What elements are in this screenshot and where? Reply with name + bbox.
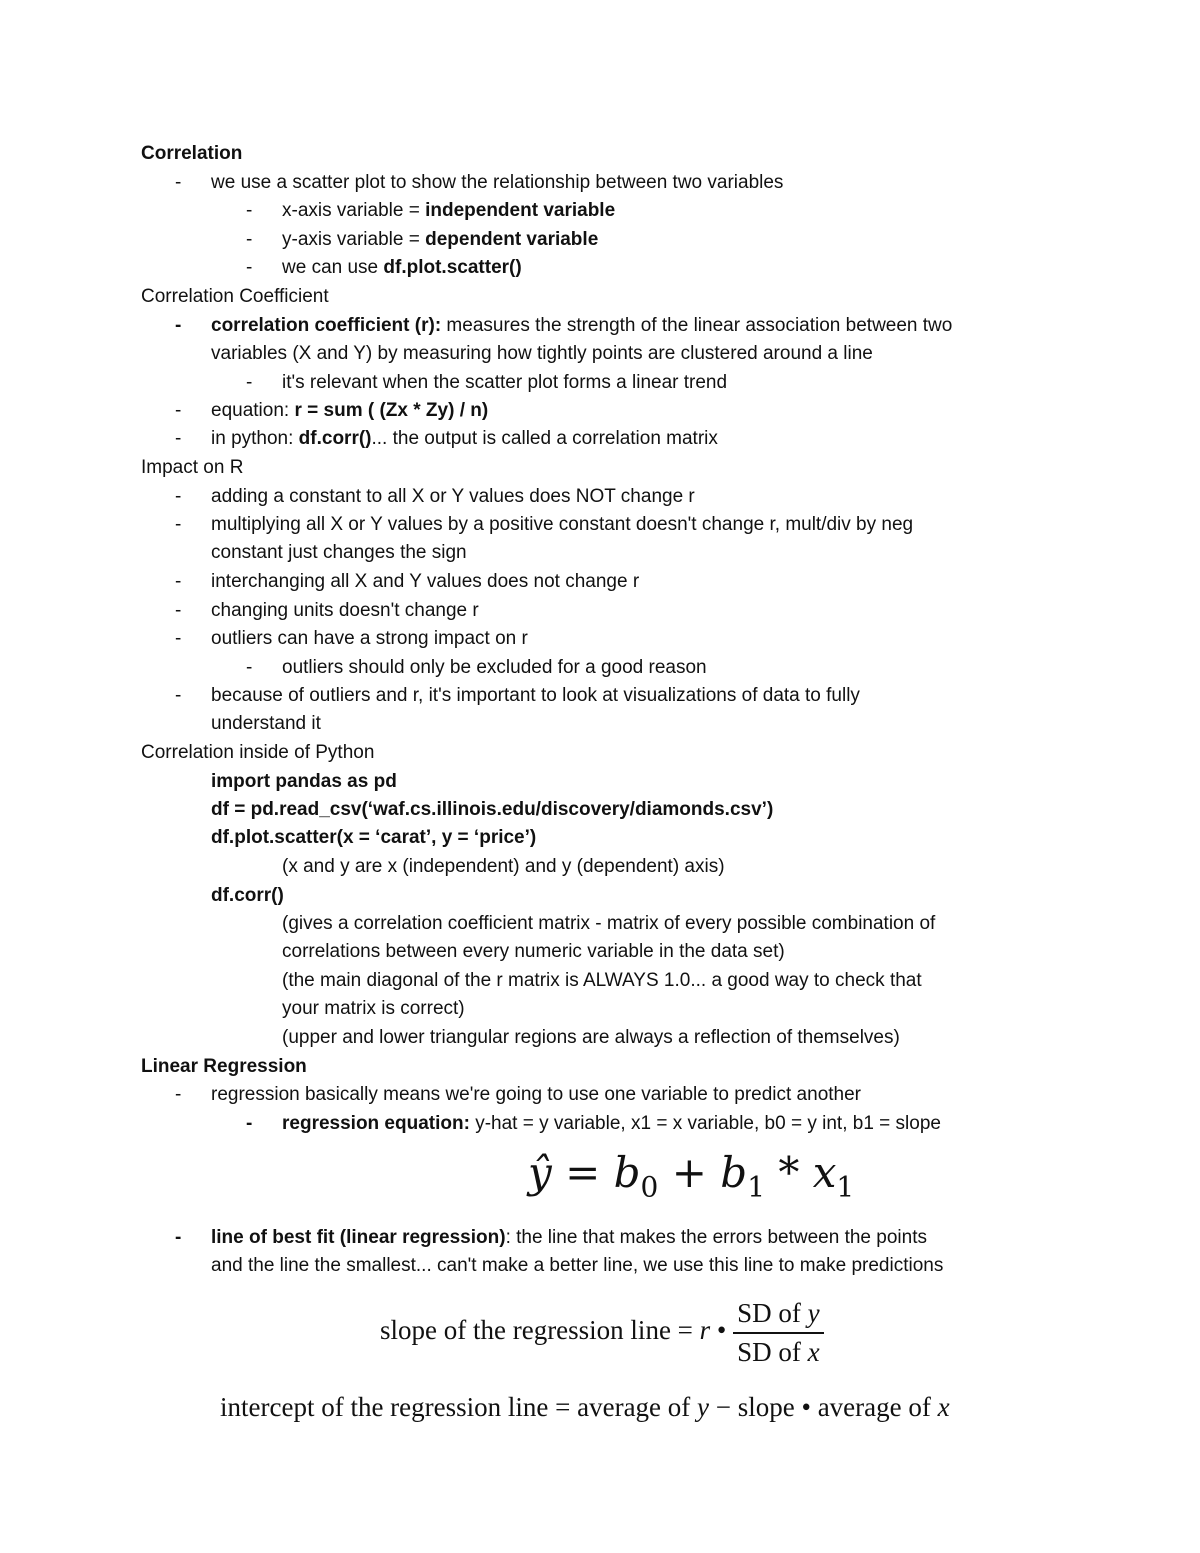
bullet-text-cont: and the line the smallest... can't make a better line, we use this line to make predictions xyxy=(211,1255,944,1276)
bullet-text: changing units doesn't change r xyxy=(211,600,479,621)
bullet-text: correlation coefficient (r): measures the strength of the linear association between two xyxy=(211,315,953,336)
code-note: (gives a correlation coefficient matrix - matrix of every possible combination of xyxy=(282,913,936,934)
bullet-dash: - xyxy=(175,571,182,592)
code-note: (x and y are x (independent) and y (dependent) axis) xyxy=(282,856,725,877)
bullet-dash: - xyxy=(175,486,182,507)
bullet-text: line of best fit (linear regression): the line that makes the errors between the points xyxy=(211,1227,927,1248)
heading-correlation: Correlation xyxy=(141,143,243,164)
bullet-dash: - xyxy=(246,1113,253,1134)
bullet-text: x-axis variable = independent variable xyxy=(282,200,616,221)
code-note: your matrix is correct) xyxy=(282,998,465,1019)
code-note: (upper and lower triangular regions are always a reflection of themselves) xyxy=(282,1027,900,1048)
bullet-text: multiplying all X or Y values by a positive constant doesn't change r, mult/div by neg xyxy=(211,514,914,535)
bullet-dash: - xyxy=(246,372,253,393)
regression-equation-formula: ŷ = $b_0 + b_1 * x_1$ xyxy=(528,1148,855,1204)
bullet-text: outliers should only be excluded for a good reason xyxy=(282,657,707,678)
bullet-text: regression equation: y-hat = y variable, x1 = x variable, b0 = y int, b1 = slope xyxy=(282,1113,941,1134)
bullet-text: equation: r = sum ( (Zx * Zy) / n) xyxy=(211,400,489,421)
heading-linear-regression: Linear Regression xyxy=(141,1056,307,1077)
bullet-dash: - xyxy=(175,1084,182,1105)
bullet-text-cont: constant just changes the sign xyxy=(211,542,467,563)
heading-correlation-coefficient: Correlation Coefficient xyxy=(141,286,329,307)
bullet-dash: - xyxy=(175,514,182,535)
bullet-text: regression basically means we're going to use one variable to predict another xyxy=(211,1084,861,1105)
bullet-text: interchanging all X and Y values does not change r xyxy=(211,571,640,592)
heading-python: Correlation inside of Python xyxy=(141,742,375,763)
bullet-text: it's relevant when the scatter plot forms a linear trend xyxy=(282,372,728,393)
bullet-text: adding a constant to all X or Y values does NOT change r xyxy=(211,486,695,507)
code-note: (the main diagonal of the r matrix is ALWAYS 1.0... a good way to check that xyxy=(282,970,922,991)
bullet-dash: - xyxy=(246,657,253,678)
intercept-formula: intercept of the regression line = average of y − slope • average of x xyxy=(220,1392,950,1422)
bullet-dash: - xyxy=(246,229,253,250)
bullet-text: we use a scatter plot to show the relationship between two variables xyxy=(211,172,784,193)
code-line: df = pd.read_csv(‘waf.cs.illinois.edu/discovery/diamonds.csv’) xyxy=(211,799,774,820)
bullet-dash: - xyxy=(175,685,182,706)
bullet-text-cont: understand it xyxy=(211,713,321,734)
bullet-dash: - xyxy=(175,172,182,193)
code-line: df.corr() xyxy=(211,885,284,906)
bullet-text: in python: df.corr()... the output is called a correlation matrix xyxy=(211,428,718,449)
bullet-text-cont: variables (X and Y) by measuring how tightly points are clustered around a line xyxy=(211,343,873,364)
bullet-text: because of outliers and r, it's important to look at visualizations of data to fully xyxy=(211,685,860,706)
bullet-text: y-axis variable = dependent variable xyxy=(282,229,599,250)
bullet-dash: - xyxy=(175,400,182,421)
bullet-dash: - xyxy=(246,257,253,278)
code-line: df.plot.scatter(x = ‘carat’, y = ‘price’) xyxy=(211,827,537,848)
bullet-dash: - xyxy=(175,600,182,621)
bullet-dash: - xyxy=(175,628,182,649)
slope-formula: slope of the regression line = r • $\frac{\text{SD of y}}{\text{SD of x}}$ xyxy=(380,1298,824,1368)
bullet-text: we can use df.plot.scatter() xyxy=(282,257,522,278)
code-line: import pandas as pd xyxy=(211,771,397,792)
bullet-dash: - xyxy=(246,200,253,221)
code-note: correlations between every numeric variable in the data set) xyxy=(282,941,785,962)
bullet-dash: - xyxy=(175,428,182,449)
bullet-text: outliers can have a strong impact on r xyxy=(211,628,528,649)
slope-fraction: $\frac{\text{SD of y}}{\text{SD of x}}$ xyxy=(733,1298,824,1368)
bullet-dash: - xyxy=(175,1227,182,1248)
heading-impact-on-r: Impact on R xyxy=(141,457,244,478)
bullet-dash: - xyxy=(175,315,182,336)
